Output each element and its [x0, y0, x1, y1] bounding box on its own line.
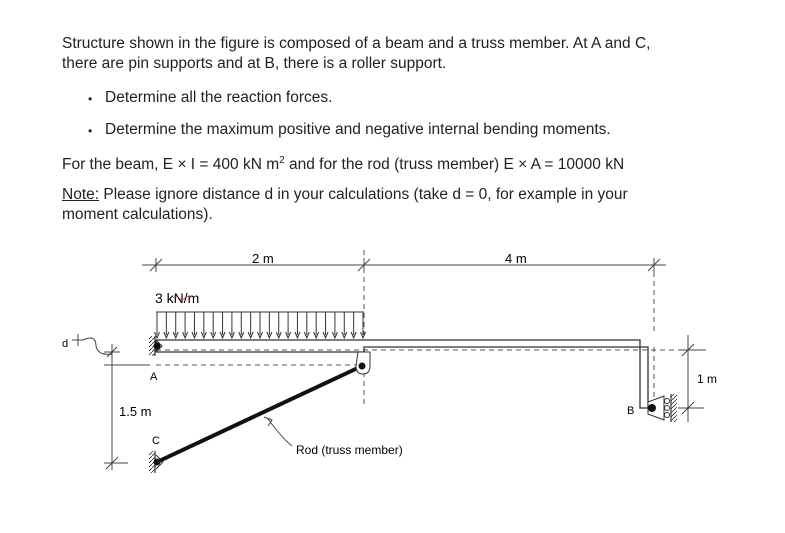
note-line-2: moment calculations).	[62, 206, 213, 223]
bullet-dot-2: •	[88, 124, 93, 138]
bullet-dot-1: •	[88, 92, 93, 106]
roller-support-b	[648, 394, 677, 422]
unit-kn-2: kN	[605, 156, 625, 174]
rod-pointer-arrowhead	[264, 417, 272, 426]
rod-beam-joint	[356, 352, 370, 374]
beam-properties: For the beam, E × I = 400 kN $m^2$ and for the rod (truss member) E × A = 10000 kN	[62, 155, 625, 174]
rod-label: Rod (truss member)	[296, 443, 403, 457]
note-label: Note:	[62, 186, 100, 203]
top-dimension-line	[142, 258, 666, 272]
label-b: B	[627, 405, 635, 417]
load-label: 3 kN/m	[155, 290, 200, 306]
unit-kn-1: kN	[242, 156, 262, 174]
dim-2m-label: 2 m	[252, 251, 274, 266]
bullet-reactions: Determine all the reaction forces.	[105, 89, 333, 106]
bullet-moments: Determine the maximum positive and negative internal bending moments.	[105, 121, 611, 138]
distributed-load	[155, 312, 366, 338]
label-a: A	[150, 371, 158, 383]
dim-15m-label: 1.5 m	[119, 404, 152, 419]
d-dimension	[72, 334, 120, 360]
pin-support-a	[149, 336, 162, 356]
problem-line-2: there are pin supports and at B, there is a roller support.	[62, 55, 447, 72]
label-c: C	[152, 435, 160, 447]
note-line-1: Note: Please ignore distance d in your calculations (take d = 0, for example in your	[62, 186, 628, 203]
dim-4m-label: 4 m	[505, 251, 527, 266]
problem-line-1: Structure shown in the figure is composed of a beam and a truss member. At A and C,	[62, 35, 651, 52]
dashed-guides	[156, 250, 705, 405]
dim-1m-label: 1 m	[697, 372, 718, 386]
label-d: d	[62, 338, 69, 350]
rod-pointer-line	[268, 419, 292, 446]
